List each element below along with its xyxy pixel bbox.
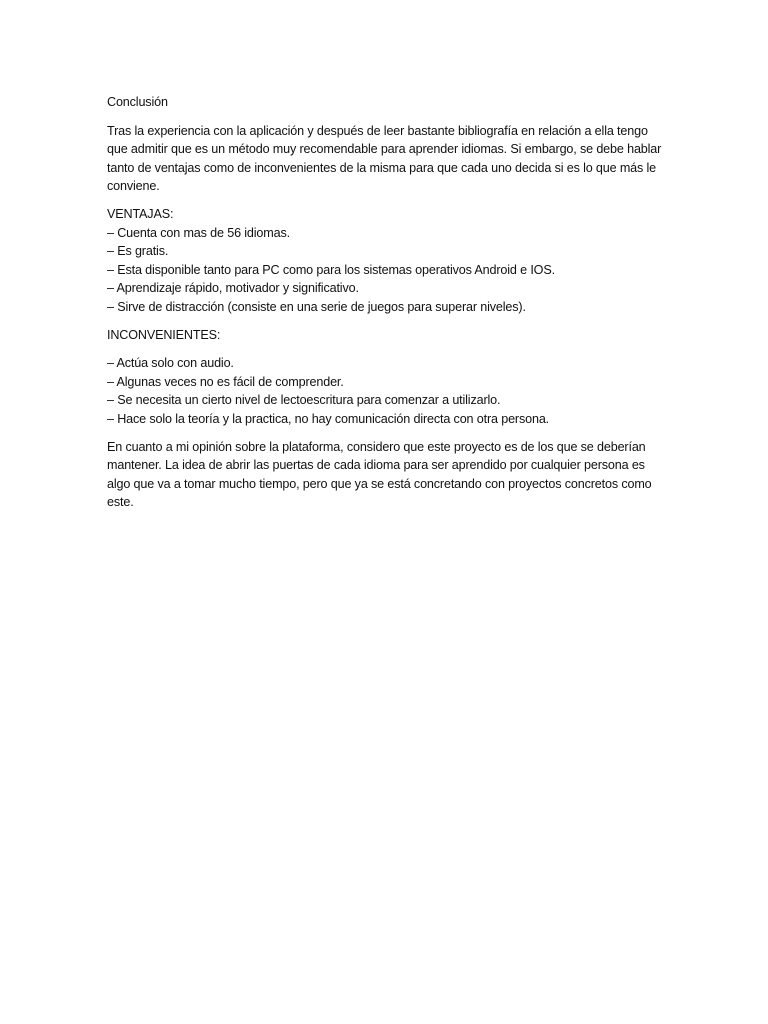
list-item: – Esta disponible tanto para PC como para los sistemas operativos Android e IOS. xyxy=(107,262,555,277)
opinion-paragraph: En cuanto a mi opinión sobre la plataforma, considero que este proyecto es de los que se deberían mantener. La idea de abrir las puertas de cada idioma para ser aprendido por cualquier persona es algo que va a tomar mucho tiempo, pero que ya se está concretando con proyectos concretos como este. xyxy=(107,439,652,510)
list-item: – Cuenta con mas de 56 idiomas. xyxy=(107,225,290,240)
list-item: – Sirve de distracción (consiste en una serie de juegos para superar niveles). xyxy=(107,299,526,314)
inconvenientes-list xyxy=(107,354,667,428)
list-item: – Algunas veces no es fácil de comprender. xyxy=(107,374,344,389)
page-title: Conclusión xyxy=(107,95,168,109)
list-item: – Hace solo la teoría y la practica, no hay comunicación directa con otra persona. xyxy=(107,411,550,426)
ventajas-title: VENTAJAS: xyxy=(107,206,174,221)
list-item: – Actúa solo con audio. xyxy=(107,356,234,371)
ventajas-list xyxy=(107,224,667,317)
document-content xyxy=(107,93,667,521)
list-item: – Aprendizaje rápido, motivador y significativo. xyxy=(107,281,359,296)
list-item: – Es gratis. xyxy=(107,244,169,259)
list-item: – Se necesita un cierto nivel de lectoescritura para comenzar a utilizarlo. xyxy=(107,393,501,408)
inconvenientes-title: INCONVENIENTES: xyxy=(107,327,221,342)
spacer xyxy=(107,344,667,354)
intro-paragraph: Tras la experiencia con la aplicación y después de leer bastante bibliografía en relación a ella tengo que admitir que es un método muy recomendable para aprender idiomas. Si embargo, se debe hablar tanto de ventajas como de inconvenientes de la misma para que cada uno decida si es lo que más le conviene. xyxy=(107,123,662,194)
